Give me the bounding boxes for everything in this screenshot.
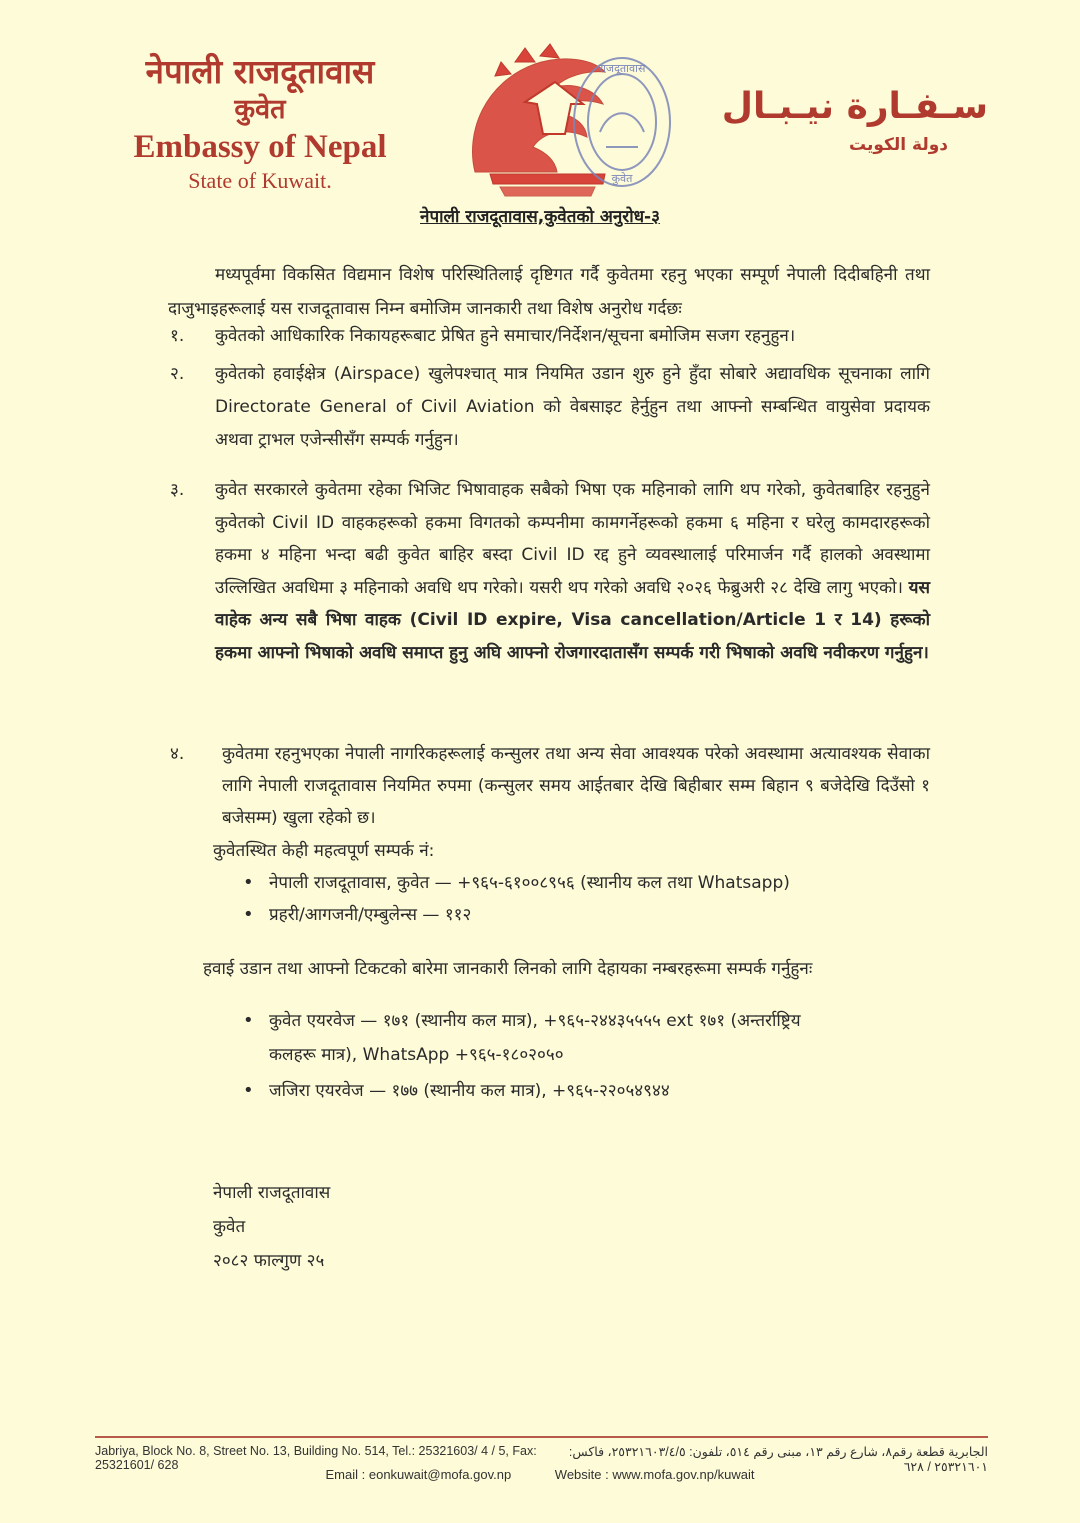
signature-date: २०८२ फाल्गुण २५ <box>213 1251 325 1271</box>
item-text: कुवेतमा रहनुभएका नेपाली नागरिकहरूलाई कन्सुलर तथा अन्य सेवा आवश्यक परेको अवस्थामा अत्यावश्यक सेवाका लागि नेपाली राजदूतावास नियमित रुपमा (कन्सुलर समय आईतबार देखि बिहीबार सम्म बिहान ९ बजेदेखि दिउँसो १ बजेसम्म) खुला रहेको छ। <box>222 744 930 828</box>
contact-text: प्रहरी/आगजनी/एम्बुलेन्स — ११२ <box>269 905 472 925</box>
item-text: कुवेत सरकारले कुवेतमा रहेका भिजिट भिषावाहक सबैको भिषा एक महिनाको लागि थप गरेको, कुवेतबाहिर रहनुहुने कुवेतको Civil ID वाहकहरूको हकमा विगतको कम्पनीमा कामगर्नेहरूको हकमा ६ महिना र घरेलु कामदारहरूको हकमा ४ महिना भन्दा बढी कुवेत बाहिर बस्दा Civil ID रद्द हुने व्यवस्थालाई परिमार्जन गर्दै हालको अवस्थामा उल्लिखित अवधिमा ३ महिनाको अवधि थप गरेको। यसरी थप गरेको अवधि २०२६ फेब्रुअरी २८ देखि लागु भएको। <box>215 480 930 598</box>
contact-text: नेपाली राजदूतावास, कुवेत — +९६५-६१००८९५६ (स्थानीय कल तथा Whatsapp) <box>269 873 790 893</box>
embassy-city-nepali: कुवेत <box>234 94 286 125</box>
footer-email: Email : eonkuwait@mofa.gov.np <box>325 1467 512 1482</box>
footer-address-arabic: الجابرية قطعة رقم٨، شارع رقم ١٣، مبنى رقم ٥١٤، تلفون: ٢٥٣٢١٦٠٣/٤/٥، فاكس: ٢٥٣٢١٦٠١ / ٦٢٨ <box>568 1445 988 1474</box>
document-title: नेपाली राजदूतावास,कुवेतको अनुरोध-३ <box>420 207 660 227</box>
bullet-icon: • <box>243 1080 254 1101</box>
footer-address-english: Jabriya, Block No. 8, Street No. 13, Building No. 514, Tel.: 25321603/ 4 / 5, Fax: 25321601/ 628 <box>95 1444 537 1472</box>
list-item <box>170 474 930 736</box>
list-item <box>243 867 933 899</box>
item-text-bold: यस वाहेक अन्य सबै भिषा वाहक (Civil ID expire, Visa cancellation/Article 1 र 14) हरूको हकमा आफ्नो भिषाको अवधि समाप्त हुनु अघि आफ्नो रोजगारदातासँग सम्पर्क गरी भिषाको अवधि नवीकरण गर्नुहुन। <box>215 577 930 663</box>
signature-line: नेपाली राजदूतावास <box>213 1183 331 1203</box>
embassy-state-arabic: دولة الكويت <box>848 135 948 155</box>
airline-text: जजिरा एयरवेज — १७७ (स्थानीय कल मात्र), +९६५-२२०५४९४४ <box>269 1081 670 1101</box>
footer-divider <box>95 1436 988 1438</box>
list-item <box>243 899 933 931</box>
embassy-name-english: Embassy of Nepal <box>133 129 387 165</box>
bullet-icon: • <box>243 1010 254 1031</box>
embassy-state-english: State of Kuwait. <box>188 168 332 193</box>
airline-section <box>203 952 923 1108</box>
item-text: कुवेतको हवाईक्षेत्र (Airspace) खुलेपश्चात् मात्र नियमित उडान शुरु हुने हुँदा सोबारे अद्यावधिक सूचनाका लागि Directorate General of Civil Aviation को वेबसाइट हेर्नुहुन तथा आफ्नो सम्बन्धित वायुसेवा प्रदायक अथवा ट्राभल एजेन्सीसँग सम्पर्क गर्नुहुन। <box>215 364 930 450</box>
signature-block <box>213 1176 330 1278</box>
letterhead-left <box>95 52 425 196</box>
footer-website: Website : www.mofa.gov.np/kuwait <box>554 1467 755 1482</box>
item-text-block <box>215 474 930 669</box>
bullet-icon: • <box>243 904 254 925</box>
embassy-seal-icon <box>570 52 675 192</box>
seal-text-top: राजदूतावास <box>598 62 646 75</box>
list-item <box>170 738 930 838</box>
list-item <box>170 320 930 354</box>
airline-text: कुवेत एयरवेज — १७१ (स्थानीय कल मात्र), +९६५-२४४३५५५५ ext १७१ (अन्तर्राष्ट्रिय कलहरू मात्र), WhatsApp +९६५-१८०२०५० <box>269 1011 801 1065</box>
item-number: ३. <box>170 480 185 500</box>
seal-text-bottom: कुवेत <box>611 172 633 185</box>
embassy-name-arabic: سـفـارة نيـبـال <box>721 86 988 127</box>
intro-paragraph: मध्यपूर्वमा विकसित विद्यमान विशेष परिस्थितिलाई दृष्टिगत गर्दै कुवेतमा रहनु भएका सम्पूर्ण नेपाली दिदीबहिनी तथा दाजुभाइहरूलाई यस राजदूतावास निम्न बमोजिम जानकारी तथा विशेष अनुरोध गर्दछः <box>168 265 930 319</box>
letterhead-right <box>668 82 988 158</box>
item-number: २. <box>170 364 185 384</box>
list-item <box>170 358 930 460</box>
contacts-heading: कुवेतस्थित केही महत्वपूर्ण सम्पर्क नं: <box>213 841 435 861</box>
signature-line: कुवेत <box>213 1217 246 1237</box>
item-text: कुवेतको आधिकारिक निकायहरूबाट प्रेषित हुने समाचार/निर्देशन/सूचना बमोजिम सजग रहनुहुन। <box>215 326 796 346</box>
footer-contact <box>0 1467 1080 1482</box>
contacts-section <box>213 835 933 931</box>
list-item <box>243 1004 923 1072</box>
airline-heading: हवाई उडान तथा आफ्नो टिकटको बारेमा जानकारी लिनको लागि देहायका नम्बरहरूमा सम्पर्क गर्नुहुनः <box>203 959 813 979</box>
embassy-name-nepali: नेपाली राजदूतावास <box>145 52 375 91</box>
item-number: १. <box>170 326 185 346</box>
bullet-icon: • <box>243 872 254 893</box>
item-number: ४. <box>170 744 185 764</box>
request-list <box>170 320 930 838</box>
list-item <box>243 1074 923 1108</box>
